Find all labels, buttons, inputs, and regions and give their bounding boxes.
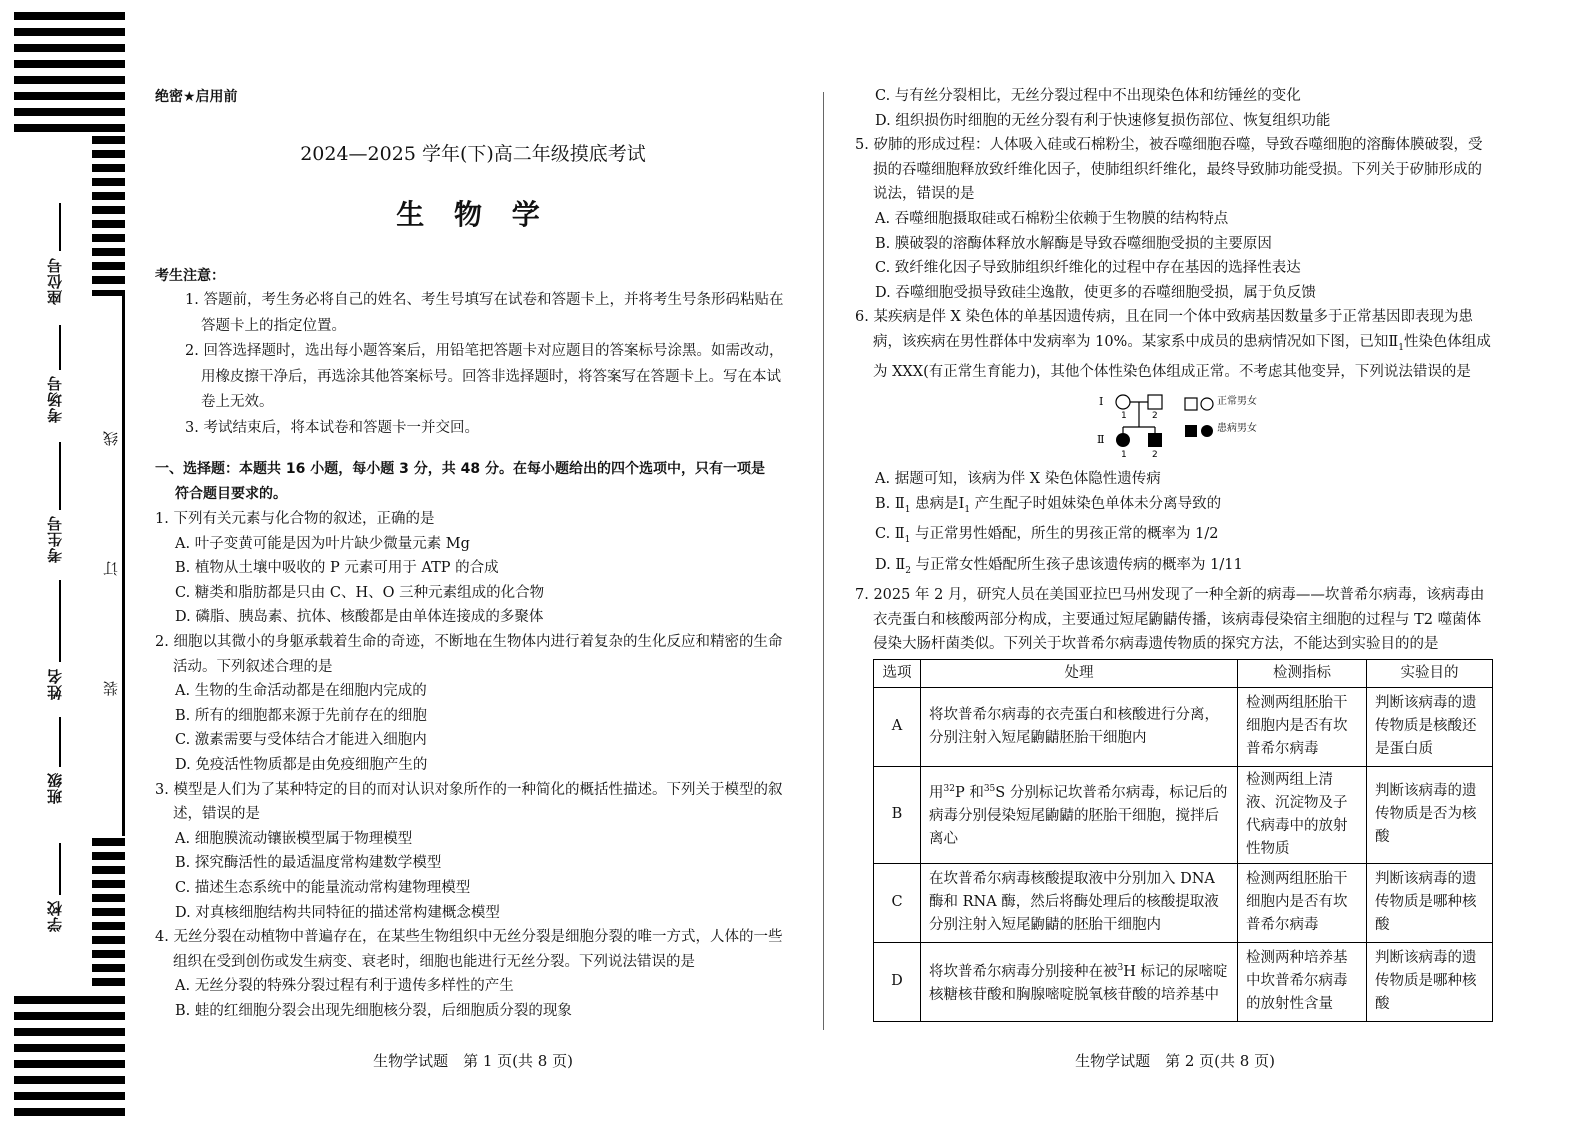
answer-option: C. 激素需要与受体结合才能进入细胞内: [175, 732, 427, 749]
page-divider: [823, 92, 824, 1030]
pedigree-num-ii2: 2: [1152, 450, 1158, 461]
answer-option: C. $Ⅱ_1$ 与正常男性婚配，所生的男孩正常的概率为 1/2: [875, 526, 1219, 545]
exam-title: 2024—2025 学年(下)高二年级摸底考试: [300, 143, 646, 165]
q6-stem-sub: 1: [1398, 342, 1404, 353]
table-cell-aim: 判断该病毒的遗传物质是哪种核酸: [1367, 863, 1493, 942]
pedigree-num-i1: 1: [1121, 411, 1127, 422]
answer-option: A. 吞噬细胞摄取硅或石棉粉尘依赖于生物膜的结构特点: [875, 210, 1229, 227]
pedigree-chart: [855, 385, 1495, 467]
table-row: [874, 863, 1493, 942]
cut-mark-line: 线: [102, 430, 120, 446]
answer-option: A. 生物的生命活动都是在细胞内完成的: [175, 683, 427, 700]
subject-title: 生 物 学: [396, 198, 550, 231]
table-cell-option: A: [874, 687, 921, 766]
table-cell-aim: 判断该病毒的遗传物质是核酸还是蛋白质: [1367, 687, 1493, 766]
binding-strip: [0, 0, 130, 1138]
answer-option: B. $Ⅱ_1$ 患病是$Ⅰ_1$ 产生配子时姐妹染色单体未分离导致的: [875, 495, 1222, 515]
table-cell-option: B: [874, 766, 921, 863]
pedigree-i1-normal-female: [1116, 395, 1130, 409]
table-cell-procedure: 将坎普希尔病毒的衣壳蛋白和核酸进行分离，分别注射入短尾鼩鼱胚胎干细胞内: [921, 687, 1238, 766]
answer-option: C. 描述生态系统中的能量流动常构建物理模型: [175, 879, 471, 896]
pedigree-num-i2: 2: [1152, 411, 1158, 422]
legend-affected-male-icon: [1185, 425, 1197, 437]
answer-option: A. 叶子变黄可能是因为叶片缺少微量元素 Mg: [175, 535, 470, 552]
answer-option: C. 糖类和脂肪都是只由 C、H、O 三种元素组成的化合物: [175, 584, 545, 601]
answer-option: A. 细胞膜流动镶嵌模型属于物理模型: [175, 830, 413, 847]
question-stem: 7. 2025 年 2 月，研究人员在美国亚拉巴马州发现了一种全新的病毒——坎普希尔病毒，该病毒由衣壳蛋白和核酸两部分构成，主要通过短尾鼩鼱传播，该病毒侵染宿主细胞的过程与 T2 噬菌体侵染大肠杆菌类似。下列关于坎普希尔病毒遗传物质的探究方法，不能达到实验目的的是: [855, 587, 1485, 653]
label-seat: 座位号: [46, 257, 64, 305]
table-cell-aim: 判断该病毒的遗传物质是否为核酸: [1367, 766, 1493, 863]
answer-option: A. 据题可知，该病为伴 X 染色体隐性遗传病: [875, 471, 1161, 488]
notice-item: 2. 回答选择题时，选出每小题答案后，用铅笔把答题卡对应题目的答案标号涂黑。如需改动，用橡皮擦干净后，再选涂其他答案标号。回答非选择题时，将答案写在答题卡上。写在本试卷上无效。: [185, 343, 784, 410]
answer-option: D. 免疫活性物质都是由免疫细胞产生的: [175, 756, 428, 773]
table-cell-aim: 判断该病毒的遗传物质是哪种核酸: [1367, 942, 1493, 1021]
answer-option: B. 探究酶活性的最适温度常构建数学模型: [175, 855, 442, 872]
label-school: 学校: [46, 900, 64, 932]
table-row: [874, 687, 1493, 766]
page-footer-left: 生物学试题 第 1 页(共 8 页): [373, 1052, 573, 1070]
section-heading-cont: 符合题目要求的。: [175, 486, 287, 502]
section-heading: 一、选择题：本题共 16 小题，每小题 3 分，共 48 分。在每小题给出的四个选项中，只有一项是: [155, 461, 765, 477]
table-cell-procedure: 用$^{32}$P 和$^{35}$S 分别标记坎普希尔病毒，标记后的病毒分别侵染短尾鼩鼱的胚胎干细胞，搅拌后离心: [921, 766, 1238, 863]
left-column: [155, 264, 791, 1023]
answer-option: D. 磷脂、胰岛素、抗体、核酸都是由单体连接成的多聚体: [175, 609, 544, 626]
table-header-row: [874, 659, 1493, 687]
pedigree-gen-1-label: Ⅰ: [1099, 395, 1104, 409]
answer-option: C. 与有丝分裂相比，无丝分裂过程中不出现染色体和纺锤丝的变化: [875, 88, 1301, 104]
table-cell-procedure: 在坎普希尔病毒核酸提取液中分别加入 DNA 酶和 RNA 酶，然后将酶处理后的核酸提取液分别注射入短尾鼩鼱的胚胎干细胞内: [921, 863, 1238, 942]
right-column: [855, 84, 1495, 1022]
answer-option: D. 吞噬细胞受损导致硅尘逸散，使更多的吞噬细胞受损，属于负反馈: [875, 284, 1316, 301]
table-cell-option: D: [874, 942, 921, 1021]
answer-option: B. 植物从土壤中吸收的 P 元素可用于 ATP 的合成: [175, 560, 499, 577]
pedigree-ii1-affected-female: [1116, 433, 1130, 447]
table-cell-procedure: 将坎普希尔病毒分别接种在被$^3$H 标记的尿嘧啶核糖核苷酸和胸腺嘧啶脱氧核苷酸的培养基中: [921, 942, 1238, 1021]
table-cell-indicator: 检测两种培养基中坎普希尔病毒的放射性含量: [1238, 942, 1367, 1021]
legend-normal-male-icon: [1185, 398, 1197, 410]
question-stem: 3. 模型是人们为了某种特定的目的而对认识对象所作的一种简化的概括性描述。下列关于模型的叙述，错误的是: [155, 781, 783, 823]
question-stem: 2. 细胞以其微小的身躯承载着生命的奇迹，不断地在生物体内进行着复杂的生化反应和精密的生命活动。下列叙述合理的是: [155, 633, 783, 675]
label-name: 姓名: [46, 668, 64, 700]
table-header: 实验目的: [1367, 659, 1493, 687]
cut-mark-bind: 装: [102, 680, 120, 696]
answer-option: B. 蛙的红细胞分裂会出现先细胞核分裂，后细胞质分裂的现象: [175, 1002, 572, 1019]
fill-line-student-id: [59, 442, 61, 510]
notice-item: 3. 考试结束后，将本试卷和答题卡一并交回。: [185, 419, 479, 436]
legend-normal-female-icon: [1201, 398, 1213, 410]
table-row: [874, 942, 1493, 1021]
table-cell-indicator: 检测两组上清液、沉淀物及子代病毒中的放射性物质: [1238, 766, 1367, 863]
answer-option: D. $Ⅱ_2$ 与正常女性婚配所生孩子患该遗传病的概率为 1/11: [875, 556, 1243, 576]
pedigree-gen-2-label: Ⅱ: [1097, 433, 1105, 447]
notice-item: 1. 答题前，考生务必将自己的姓名、考生号填写在试卷和答题卡上，并将考生号条形码粘贴在答题卡上的指定位置。: [185, 292, 784, 334]
fill-line-seat: [59, 203, 61, 251]
answer-option: A. 无丝分裂的特殊分裂过程有利于遗传多样性的产生: [175, 978, 514, 995]
fill-line-exam-room: [59, 325, 61, 370]
secret-mark: 绝密★启用前: [155, 89, 238, 105]
experiment-table: [873, 659, 1493, 1022]
q6-stem-b: 性染色体组成为 XXX(有正常生育能力)，其他个体性染色体组成正常。不考虑其他变异，下列说法错误的是: [873, 333, 1491, 381]
question-stem: 4. 无丝分裂在动植物中普遍存在，在某些生物组织中无丝分裂是细胞分裂的唯一方式，人体的一些组织在受到创伤或发生病变、衰老时，细胞也能进行无丝分裂。下列说法错误的是: [155, 929, 783, 970]
q6-stem-a: 6. 某疾病是伴 X 染色体的单基因遗传病，且在同一个体中致病基因数量多于正常基因即表现为患病，该疾病在男性群体中发病率为 10%。某家系中成员的患病情况如下图，已知Ⅱ: [855, 309, 1473, 350]
notice-title: 考生注意：: [155, 268, 225, 284]
table-header: 选项: [874, 659, 921, 687]
cut-mark-staple: 订: [102, 560, 120, 576]
table-row: [874, 766, 1493, 863]
pedigree-i2-normal-male: [1148, 395, 1162, 409]
pedigree-ii2-affected-male: [1148, 433, 1162, 447]
answer-option: D. 组织损伤时细胞的无丝分裂有利于快速修复损伤部位、恢复组织功能: [875, 112, 1331, 129]
table-header: 检测指标: [1238, 659, 1367, 687]
fill-line-class: [59, 717, 61, 767]
question-stem: 1. 下列有关元素与化合物的叙述，正确的是: [155, 511, 435, 527]
pedigree-svg: [855, 385, 1495, 467]
label-student-id: 考生号: [46, 515, 64, 563]
label-class: 班级: [46, 772, 64, 804]
table-header: 处理: [921, 659, 1238, 687]
table-cell-indicator: 检测两组胚胎干细胞内是否有坎普希尔病毒: [1238, 863, 1367, 942]
page-footer-right: 生物学试题 第 2 页(共 8 页): [1075, 1052, 1275, 1070]
answer-option: C. 致纤维化因子导致肺组织纤维化的过程中存在基因的选择性表达: [875, 260, 1301, 277]
fill-line-school: [59, 843, 61, 895]
label-exam-room: 考场号: [46, 375, 64, 423]
legend-affected-female-icon: [1201, 425, 1213, 437]
answer-option: D. 对真核细胞结构共同特征的描述常构建概念模型: [175, 904, 500, 921]
pedigree-num-ii1: 1: [1121, 450, 1127, 461]
answer-option: B. 所有的细胞都来源于先前存在的细胞: [175, 707, 427, 724]
table-cell-option: C: [874, 863, 921, 942]
legend-affected-label: 患病男女: [1217, 423, 1257, 435]
table-cell-indicator: 检测两组胚胎干细胞内是否有坎普希尔病毒: [1238, 687, 1367, 766]
question-stem: 5. 矽肺的形成过程：人体吸入硅或石棉粉尘，被吞噬细胞吞噬，导致吞噬细胞的溶酶体膜破裂，受损的吞噬细胞释放致纤维化因子，使肺组织纤维化，最终导致肺功能受损。下列关于矽肺形成的说法，错误的是: [855, 137, 1483, 203]
legend-normal-label: 正常男女: [1217, 396, 1257, 408]
answer-option: B. 膜破裂的溶酶体释放水解酶是导致吞噬细胞受损的主要原因: [875, 235, 1272, 252]
fill-line-name: [59, 580, 61, 662]
question-stem: [855, 305, 1495, 385]
